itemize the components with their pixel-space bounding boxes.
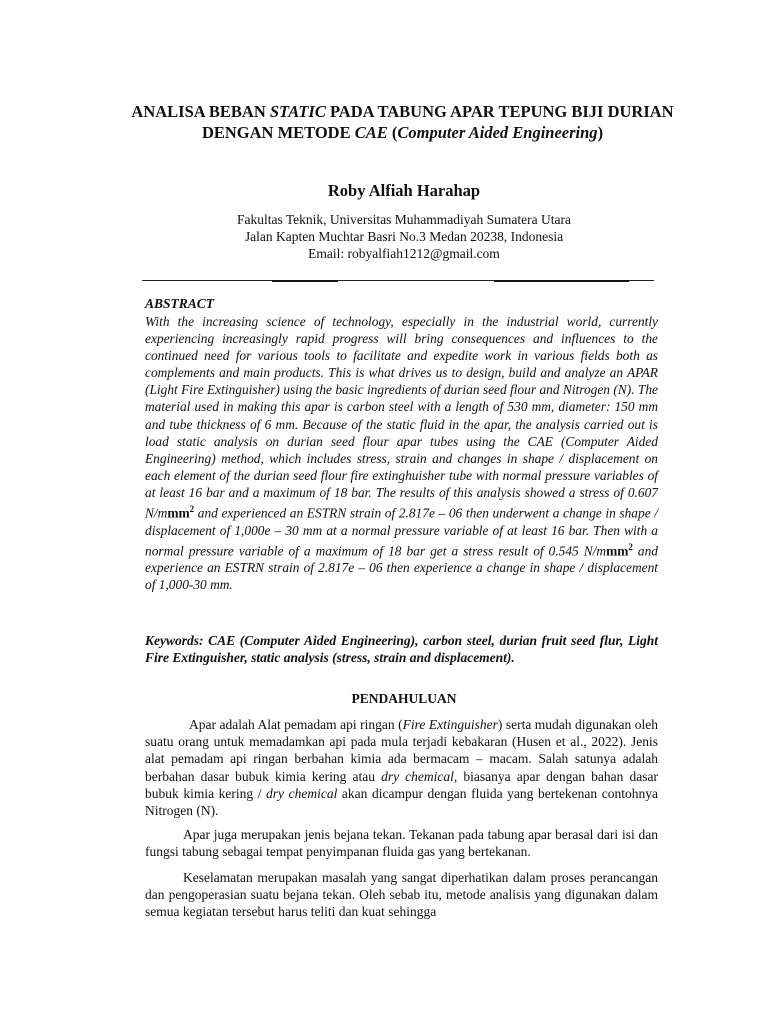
italic-term: Fire Extinguisher bbox=[402, 717, 498, 732]
title-text: ( bbox=[387, 123, 398, 142]
title-text: PADA TABUNG APAR TEPUNG BIJI DURIAN DENGAN METODE bbox=[201, 102, 674, 142]
superscript: 2 bbox=[189, 504, 195, 515]
email-line: Email: robyalfiah1212@gmail.com bbox=[308, 246, 500, 261]
body-paragraph bbox=[145, 869, 658, 921]
paragraph-text: biasanya apar dengan bahan dasar bubuk kimia kering / bbox=[145, 768, 658, 801]
title-italic-static: STATIC bbox=[269, 102, 326, 121]
header-divider bbox=[142, 280, 654, 281]
paragraph-text: akan dicampur dengan fluida yang bertekenan contohnya Nitrogen (N). bbox=[145, 785, 658, 819]
divider-accent bbox=[272, 280, 338, 282]
body-paragraph bbox=[145, 826, 658, 860]
abstract-text: and experienced an ESTRN strain of 2.817e – 06 then underwent a change in shape / displacement of 1,000e – 30 mm at a normal pressure variable of at least 16 bar. Then with a normal pressure variable of a maximum of 18 bar get a stress result of 0.545 N/m bbox=[145, 505, 658, 559]
keywords: Keywords: CAE (Computer Aided Engineering), carbon steel, durian fruit seed flur, Light Fire Extinguisher, static analysis (stress, strain and displacement). bbox=[145, 633, 658, 665]
title-italic-expansion: Computer Aided Engineering bbox=[397, 123, 598, 142]
paragraph-text: Apar adalah Alat pemadam api ringan ( bbox=[189, 717, 403, 732]
unit-mm: mm bbox=[167, 505, 190, 521]
body-paragraph bbox=[145, 716, 658, 819]
paragraph-text: Apar juga merupakan jenis bejana tekan. Tekanan pada tabung apar berasal dari isi dan fungsi tabung sebagai tempat penyimpanan fluida gas yang bertekanan. bbox=[145, 827, 658, 860]
abstract-text: With the increasing science of technology, especially in the industrial world, currently experiencing increasingly rapid progress will bring consequences and influences to the continued need for various tools to facilitate and expedite work in various fields both as complements and main products. This is what drives us to design, build and analyze an APAR (Light Fire Extinguisher) using the basic ingredients of durian seed flour and Nitrogen (N). The material used in making this apar is carbon steel with a length of 530 mm, diameter: 150 mm and tube thickness of 6 mm. Because of the static fluid in the apar, the analysis carried out is load static analysis on durian seed flour apar tubes using the CAE (Computer Aided Engineering) method, which includes stress, strain and changes in shape / displacement on each element of the durian seed flour fire extinghuisher tube with normal pressure variables of at least 16 bar and a maximum of 18 bar. The results of this analysis showed a stress of 0.607 N/m bbox=[145, 314, 658, 521]
address-line: Jalan Kapten Muchtar Basri No.3 Medan 20238, Indonesia bbox=[244, 229, 564, 244]
author-name: Roby Alfiah Harahap bbox=[327, 181, 481, 200]
affiliation bbox=[0, 211, 768, 262]
affiliation-line: Fakultas Teknik, Universitas Muhammadiyah Sumatera Utara bbox=[237, 212, 571, 227]
title-text: ) bbox=[597, 123, 604, 142]
abstract-heading: ABSTRACT bbox=[145, 296, 215, 311]
title-text: ANALISA BEBAN bbox=[131, 102, 270, 121]
section-heading: PENDAHULUAN bbox=[351, 691, 457, 706]
abstract-body bbox=[145, 313, 658, 593]
italic-term: dry chemical, bbox=[381, 768, 458, 784]
divider-accent bbox=[494, 280, 629, 282]
italic-term: dry chemical bbox=[266, 785, 338, 801]
superscript: 2 bbox=[628, 541, 633, 552]
paper-title bbox=[130, 101, 675, 143]
title-italic-cae: CAE bbox=[354, 123, 388, 142]
abstract-text: and experience an ESTRN strain of 2.817e – 06 then experience a change in shape / displacement of 1,000-30 mm. bbox=[145, 543, 658, 593]
paragraph-text: ) serta mudah digunakan oleh suatu orang untuk memadamkan api pada mula terjadi kebakaran (Husen et al., 2022). Jenis alat pemadam api ringan berbahan kimia ada bermacam – macam. Salah satunya adalah berbahan dasar bubuk kimia kering atau bbox=[145, 717, 659, 784]
unit-mm: mm bbox=[606, 543, 629, 559]
paragraph-text: Keselamatan merupakan masalah yang sangat diperhatikan dalam proses perancangan dan pengoperasian suatu bejana tekan. Oleh sebab itu, metode analisis yang digunakan dalam semua kegiatan tersebut harus teliti dan kuat sehingga bbox=[145, 870, 658, 920]
